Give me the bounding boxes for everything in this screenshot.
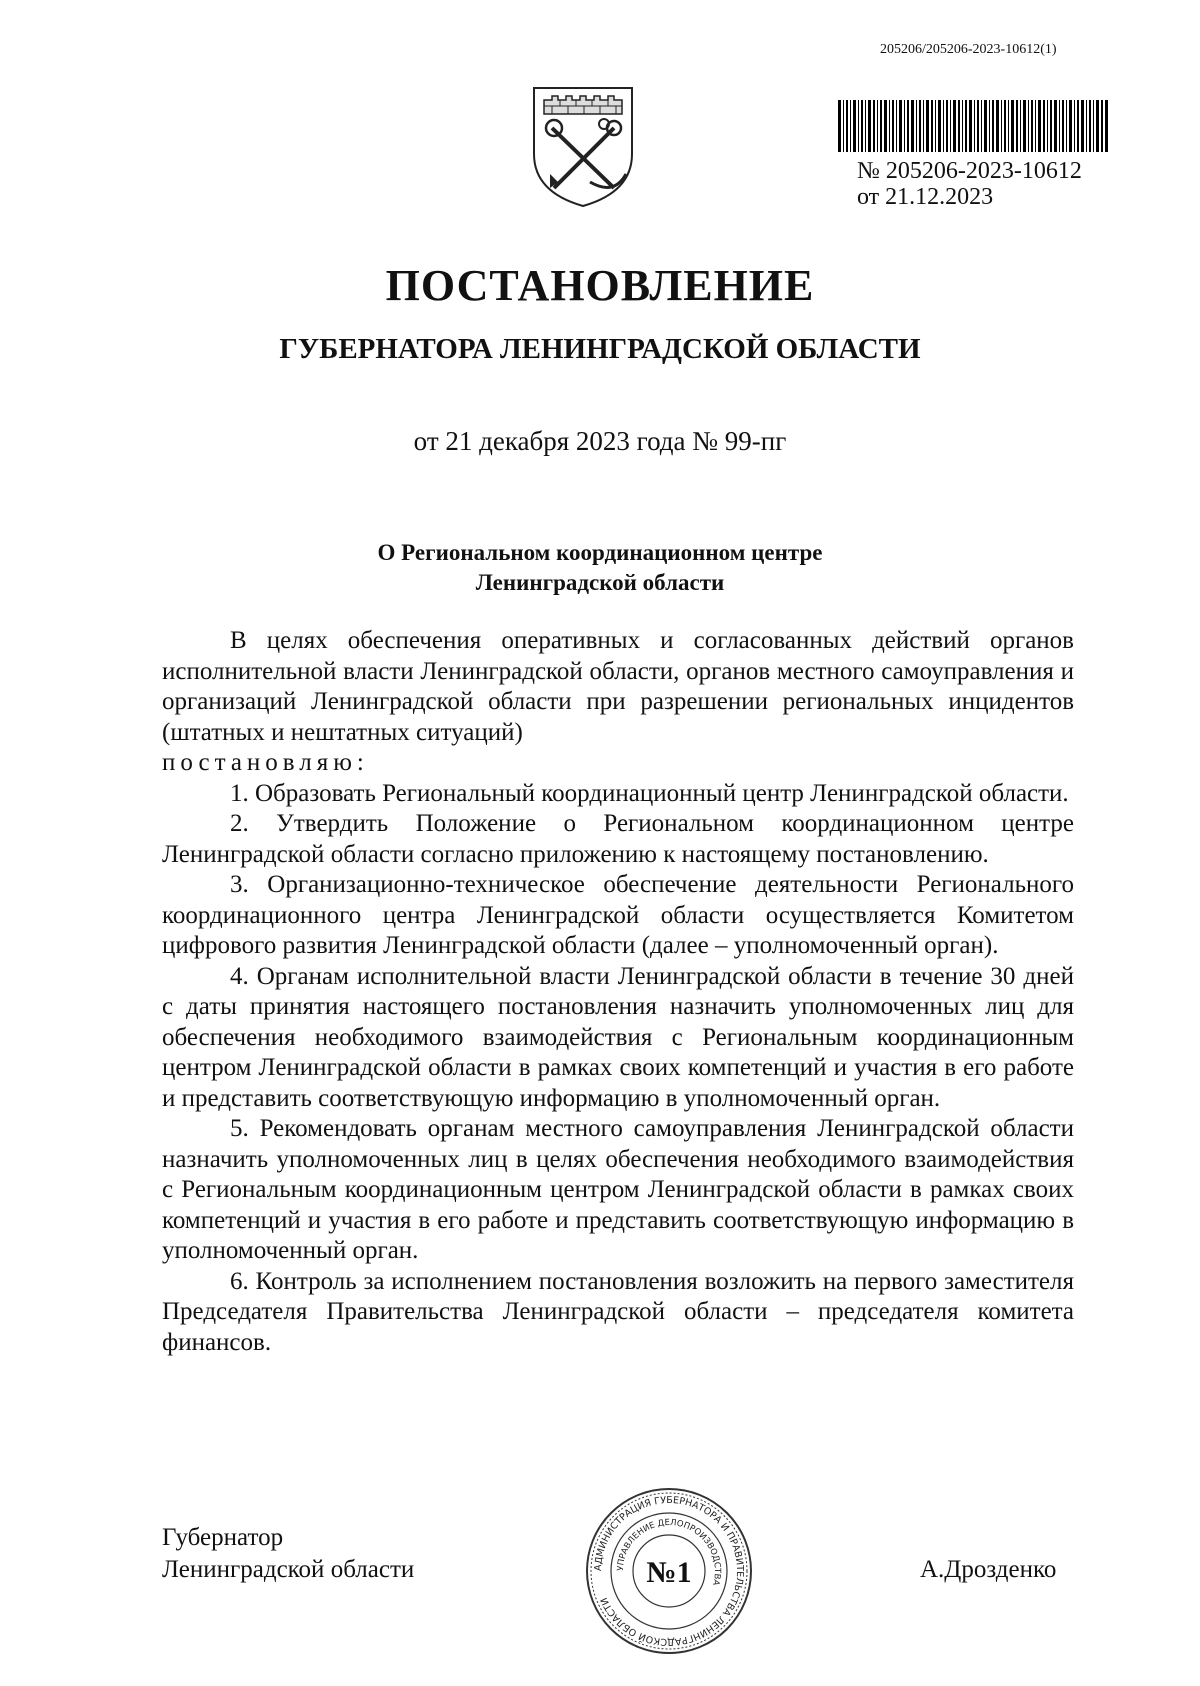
decree-word: постановляю: [162, 749, 369, 776]
seal-inner-text: УПРАВЛЕНИЕ ДЕЛОПРОИЗВОДСТВА [615, 1517, 723, 1587]
decree-item-1: 1. Образовать Региональный координационный центр Ленинградской области. [230, 779, 1069, 807]
subject-line-2: Ленинградской области [475, 570, 725, 595]
signer-title-line-2: Ленинградской области [162, 1556, 415, 1583]
signer-title [162, 1522, 414, 1586]
decree-item-6: 6. Контроль за исполнением постановления возложить на первого заместителя Председателя Правительства Ленинградской области – председателя комитета финансов. [162, 1267, 1074, 1356]
decree-item-3: 3. Организационно-техническое обеспечение деятельности Регионального координационного центра Ленинградской области осуществляется Комитетом цифрового развития Ленинградской области (далее – уполномоченный орган). [162, 871, 1074, 959]
decree-item-5: 5. Рекомендовать органам местного самоуправления Ленинградской области назначить уполномоченных лиц в целях обеспечения необходимого взаимодействия с Региональным координационным центром Ленинградской области в рамках своих компетенций и участия в его работе и представить соответствующую информацию в уполномоченный орган. [162, 1115, 1074, 1264]
preamble-paragraph: В целях обеспечения оперативных и согласованных действий органов исполнительной власти Ленинградской области, органов местного самоуправления и организаций Ленинградской области при разрешении региональных инцидентов (штатных и нештатных ситуаций) [162, 627, 1074, 746]
coat-of-arms-icon [530, 84, 636, 210]
issuer-heading: ГУБЕРНАТОРА ЛЕНИНГРАДСКОЙ ОБЛАСТИ [279, 333, 921, 365]
registration-number: № 205206-2023-10612 [857, 158, 1082, 184]
registration-date: от 21.12.2023 [857, 184, 994, 210]
seal-number: №1 [646, 1556, 692, 1589]
decree-item-2: 2. Утвердить Положение о Региональном координационном центре Ленинградской области согласно приложению к настоящему постановлению. [162, 810, 1074, 868]
subject-line-1: О Региональном координационном центре [377, 540, 823, 565]
seal-ring-text: АДМИНИСТРАЦИЯ ГУБЕРНАТОРА И ПРАВИТЕЛЬСТВА ЛЕНИНГРАДСКОЙ ОБЛАСТИ [592, 1494, 746, 1648]
decree-body [162, 626, 1074, 1358]
decree-item-4: 4. Органам исполнительной власти Ленинградской области в течение 30 дней с даты принятия настоящего постановления назначить уполномоченных лиц для обеспечения необходимого взаимодействия с Региональным координационным центром Ленинградской области в рамках своих компетенций и участия в его работе и представить соответствующую информацию в уполномоченный орган. [162, 962, 1074, 1112]
decree-date-number: от 21 декабря 2023 года № 99-пг [413, 426, 787, 456]
signer-title-line-1: Губернатор [162, 1524, 284, 1551]
document-type-heading: ПОСТАНОВЛЕНИЕ [385, 261, 815, 310]
signer-name: А.Дрозденко [920, 1556, 1057, 1583]
official-seal-icon [584, 1486, 754, 1656]
barcode-icon [838, 100, 1108, 152]
decree-subject [0, 538, 1200, 598]
reference-code: 205206/205206-2023-10612(1) [880, 42, 1057, 57]
